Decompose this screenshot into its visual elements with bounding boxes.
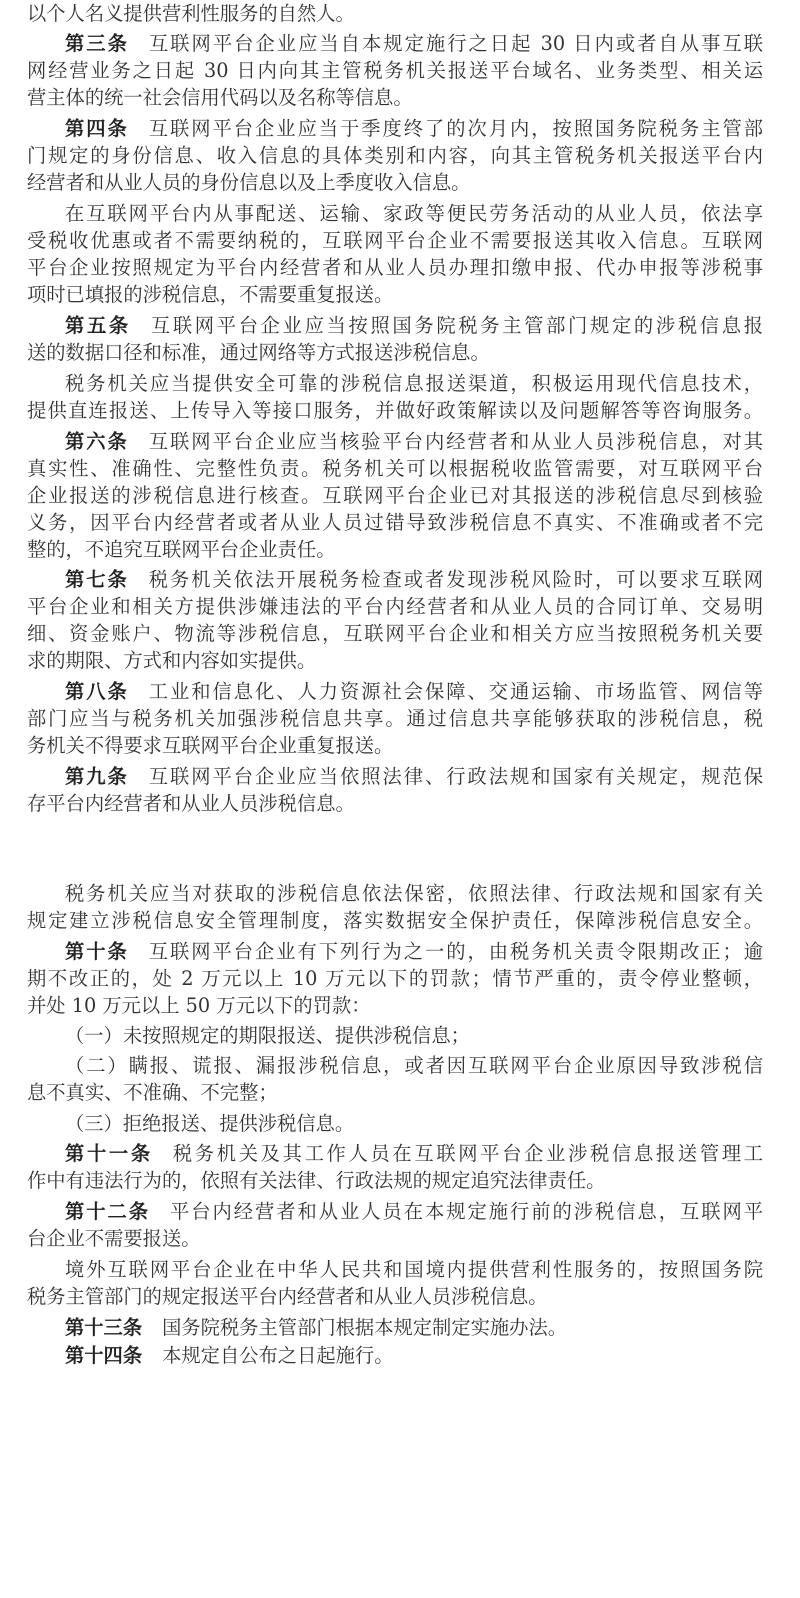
article-number: 第十四条	[65, 1344, 143, 1367]
article-heading-line	[65, 428, 763, 455]
article-heading-line	[65, 566, 763, 593]
text-line	[27, 992, 763, 1019]
line-text: 整的，不追究互联网平台企业责任。	[27, 538, 336, 561]
line-text: 互联网平台企业应当按照国务院税务主管部门规定的涉税信息报	[150, 314, 764, 337]
article-number: 第五条	[65, 314, 131, 337]
text-line	[65, 1110, 763, 1137]
line-text: 企业报送的涉税信息进行核查。互联网平台企业已对其报送的涉税信息尽到核验	[27, 484, 763, 507]
line-text: （二）瞒报、谎报、漏报涉税信息，或者因互联网平台企业原因导致涉税信	[65, 1054, 763, 1077]
text-line	[27, 482, 763, 509]
line-text: 项时已填报的涉税信息，不需要重复报送。	[27, 283, 394, 306]
article-heading-line	[65, 938, 763, 965]
text-line	[27, 509, 763, 536]
line-text: 务机关不得要求互联网平台企业重复报送。	[27, 734, 394, 757]
text-line	[65, 370, 763, 397]
line-text: 互联网平台企业应当于季度终了的次月内，按照国务院税务主管部	[148, 117, 763, 140]
article-number: 第十三条	[65, 1316, 143, 1339]
article-heading-line	[65, 1198, 763, 1225]
article-heading-line	[65, 763, 763, 790]
article-number: 第十一条	[65, 1142, 153, 1165]
line-text: 提供直连报送、上传导入等接口服务，并做好政策解读以及问题解答等咨询服务。	[27, 399, 763, 422]
line-text: （三）拒绝报送、提供涉税信息。	[65, 1112, 355, 1135]
line-text: 经营者和从业人员的身份信息以及上季度收入信息。	[27, 171, 471, 194]
article-number: 第七条	[65, 568, 129, 591]
article-heading-line	[65, 678, 763, 705]
text-line	[27, 1225, 763, 1252]
text-line	[27, 57, 763, 84]
article-number: 第三条	[65, 32, 129, 55]
line-text: 门规定的身份信息、收入信息的具体类别和内容，向其主管税务机关报送平台内	[27, 144, 763, 167]
text-line	[27, 732, 763, 759]
line-text: 互联网平台企业应当核验平台内经营者和从业人员涉税信息，对其	[148, 430, 763, 453]
text-line	[27, 455, 763, 482]
article-heading-line	[65, 115, 763, 142]
line-text: 国务院税务主管部门根据本规定制定实施办法。	[162, 1316, 568, 1339]
article-number: 第九条	[65, 765, 129, 788]
line-text: 真实性、准确性、完整性负责。税务机关可以根据税收监管需要，对互联网平台	[27, 457, 763, 480]
text-line	[27, 169, 763, 196]
line-text: 作中有违法行为的，依照有关法律、行政法规的规定追究法律责任。	[27, 1169, 606, 1192]
article-number: 第十条	[65, 940, 129, 963]
article-number: 第十二条	[65, 1200, 150, 1223]
article-heading-line	[65, 1342, 763, 1369]
line-text: 规定建立涉税信息安全管理制度，落实数据安全保护责任，保障涉税信息安全。	[27, 909, 763, 932]
line-text: 细、资金账户、物流等涉税信息，互联网平台企业和相关方应当按照税务机关要	[27, 622, 763, 645]
article-number: 第六条	[65, 430, 129, 453]
line-text: 本规定自公布之日起施行。	[162, 1344, 394, 1367]
text-line	[27, 254, 763, 281]
line-text: 期不改正的，处 2 万元以上 10 万元以下的罚款；情节严重的，责令停业整顿，	[27, 967, 763, 990]
line-text: 义务，因平台内经营者或者从业人员过错导致涉税信息不真实、不准确或者不完	[27, 511, 763, 534]
text-line	[27, 965, 763, 992]
line-text: 互联网平台企业应当自本规定施行之日起 30 日内或者自从事互联	[148, 32, 763, 55]
line-text: （一）未按照规定的期限报送、提供涉税信息；	[65, 1024, 470, 1047]
line-text: 税务主管部门的规定报送平台内经营者和从业人员涉税信息。	[27, 1285, 548, 1308]
text-line	[27, 647, 763, 674]
line-text: 境外互联网平台企业在中华人民共和国境内提供营利性服务的，按照国务院	[65, 1258, 763, 1281]
text-line	[65, 1022, 763, 1049]
line-text: 息不真实、不准确、不完整；	[27, 1081, 278, 1104]
line-text: 存平台内经营者和从业人员涉税信息。	[27, 792, 355, 815]
text-line	[27, 536, 763, 563]
line-text: 营主体的统一社会信用代码以及名称等信息。	[27, 86, 413, 109]
line-text: 工业和信息化、人力资源社会保障、交通运输、市场监管、网信等	[148, 680, 763, 703]
text-line	[27, 84, 763, 111]
text-line	[27, 339, 763, 366]
text-line	[65, 880, 763, 907]
text-line	[65, 200, 763, 227]
line-text: 以个人名义提供营利性服务的自然人。	[27, 2, 355, 25]
text-line	[27, 620, 763, 647]
text-line	[27, 397, 763, 424]
line-text: 税务机关应当对获取的涉税信息依法保密，依照法律、行政法规和国家有关	[65, 882, 763, 905]
text-line	[27, 142, 763, 169]
article-number: 第八条	[65, 680, 129, 703]
line-text: 平台企业按照规定为平台内经营者和从业人员办理扣缴申报、代办申报等涉税事	[27, 256, 763, 279]
line-text: 平台企业和相关方提供涉嫌违法的平台内经营者和从业人员的合同订单、交易明	[27, 595, 763, 618]
line-text: 求的期限、方式和内容如实提供。	[27, 649, 317, 672]
text-line	[65, 1052, 763, 1079]
article-heading-line	[65, 30, 763, 57]
line-text: 部门应当与税务机关加强涉税信息共享。通过信息共享能够获取的涉税信息，税	[27, 707, 763, 730]
line-text: 并处 10 万元以上 50 万元以下的罚款：	[27, 994, 371, 1017]
line-text: 互联网平台企业有下列行为之一的，由税务机关责令限期改正；逾	[148, 940, 763, 963]
article-heading-line	[65, 312, 763, 339]
line-text: 税务机关及其工作人员在互联网平台企业涉税信息报送管理工	[172, 1142, 764, 1165]
text-line	[27, 281, 763, 308]
text-line	[27, 907, 763, 934]
line-text: 在互联网平台内从事配送、运输、家政等便民劳务活动的从业人员，依法享	[65, 202, 763, 225]
line-text: 受税收优惠或者不需要纳税的，互联网平台企业不需要报送其收入信息。互联网	[27, 229, 763, 252]
article-heading-line	[65, 1314, 763, 1341]
line-text: 税务机关应当提供安全可靠的涉税信息报送渠道，积极运用现代信息技术，	[65, 372, 763, 395]
text-line	[27, 227, 763, 254]
article-heading-line	[65, 1140, 763, 1167]
line-text: 平台内经营者和从业人员在本规定施行前的涉税信息，互联网平	[170, 1200, 764, 1223]
text-line	[27, 1079, 763, 1106]
line-text: 网经营业务之日起 30 日内向其主管税务机关报送平台域名、业务类型、相关运	[27, 59, 763, 82]
text-line	[27, 790, 763, 817]
line-text: 送的数据口径和标准，通过网络等方式报送涉税信息。	[27, 341, 490, 364]
text-line	[27, 0, 763, 27]
article-number: 第四条	[65, 117, 129, 140]
text-line	[27, 705, 763, 732]
line-text: 台企业不需要报送。	[27, 1227, 201, 1250]
text-line	[27, 1167, 763, 1194]
text-line	[27, 593, 763, 620]
line-text: 互联网平台企业应当依照法律、行政法规和国家有关规定，规范保	[148, 765, 763, 788]
line-text: 税务机关依法开展税务检查或者发现涉税风险时，可以要求互联网	[148, 568, 763, 591]
text-line	[65, 1256, 763, 1283]
text-line	[27, 1283, 763, 1310]
